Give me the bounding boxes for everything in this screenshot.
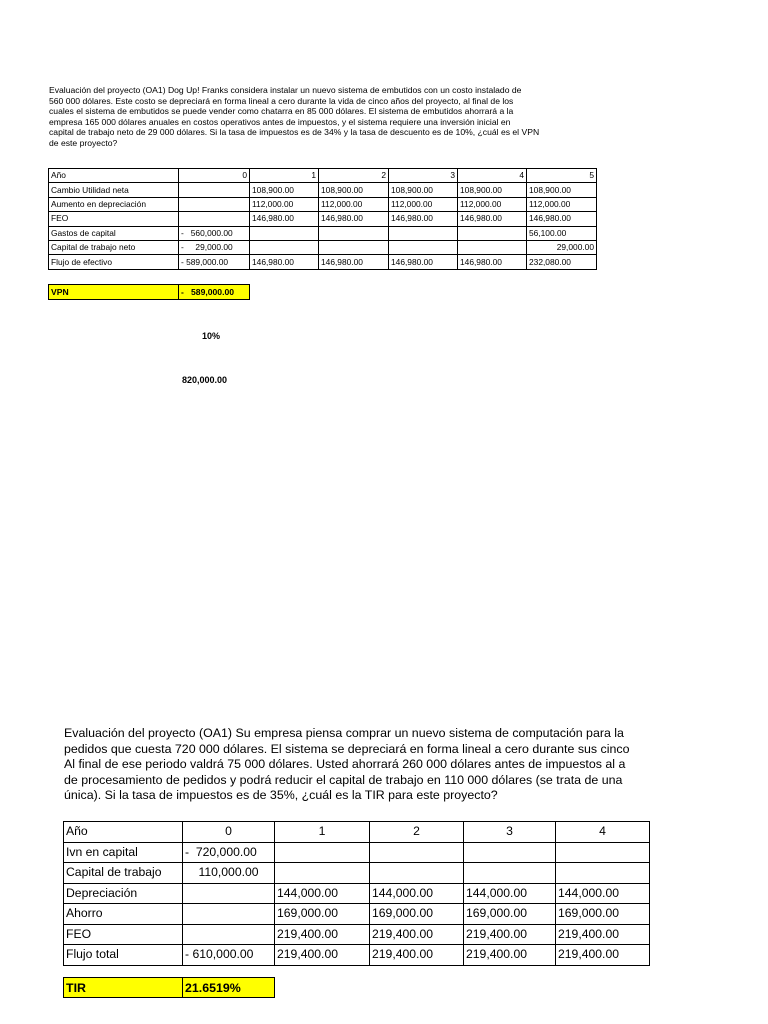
cell (275, 863, 370, 884)
table-header-row (49, 169, 597, 183)
problem1-cashflow-table (48, 168, 597, 270)
cell: - 560,000.00 (179, 226, 250, 240)
cell: 146,980.00 (458, 255, 527, 269)
row-label: FEO (49, 212, 179, 226)
header-cell: 4 (556, 822, 650, 843)
cell: - 720,000.00 (183, 842, 275, 863)
cell: 232,080.00 (527, 255, 597, 269)
row-label: FEO (64, 924, 183, 945)
cell: 146,980.00 (389, 255, 458, 269)
cell (458, 226, 527, 240)
cell (389, 226, 458, 240)
problem2-line: única). Si la tasa de impuestos es de 35%, ¿cuál es la TIR para este proyecto? (64, 788, 498, 803)
cell (179, 212, 250, 226)
cell: 169,000.00 (556, 904, 650, 925)
table-row (64, 945, 650, 966)
cell (556, 863, 650, 884)
cell: 108,900.00 (319, 183, 389, 197)
cell: 219,400.00 (556, 945, 650, 966)
cell: 146,980.00 (319, 212, 389, 226)
cell (183, 924, 275, 945)
cell: 219,400.00 (464, 924, 556, 945)
problem2-line: Al final de ese periodo valdrá 75 000 dólares. Usted ahorrará 260 000 dólares antes de impuestos al a (64, 757, 626, 772)
cell: 219,400.00 (275, 924, 370, 945)
cell (183, 883, 275, 904)
cell: 108,900.00 (458, 183, 527, 197)
cell: 144,000.00 (370, 883, 464, 904)
vpn-value: - 589,000.00 (179, 285, 250, 300)
row-label: Flujo total (64, 945, 183, 966)
cell (179, 197, 250, 211)
cell: - 589,000.00 (179, 255, 250, 269)
header-cell: 4 (458, 169, 527, 183)
header-cell: 2 (319, 169, 389, 183)
cell: 146,980.00 (250, 255, 319, 269)
cell: - 29,000.00 (179, 240, 250, 254)
cell: 112,000.00 (389, 197, 458, 211)
table-row (64, 842, 650, 863)
extra-value: 820,000.00 (182, 375, 228, 385)
header-cell: 0 (179, 169, 250, 183)
cell: 108,900.00 (527, 183, 597, 197)
header-cell: 3 (464, 822, 556, 843)
table-row (64, 863, 650, 884)
cell: 219,400.00 (464, 945, 556, 966)
cell (556, 842, 650, 863)
tir-label: TIR (64, 978, 183, 998)
row-label: Flujo de efectivo (49, 255, 179, 269)
cell (250, 240, 319, 254)
discount-rate: 10% (202, 331, 221, 341)
cell (250, 226, 319, 240)
cell: 110,000.00 (183, 863, 275, 884)
cell: 169,000.00 (370, 904, 464, 925)
cell: 108,900.00 (389, 183, 458, 197)
cell (370, 863, 464, 884)
header-cell: 5 (527, 169, 597, 183)
row-label: Aumento en depreciación (49, 197, 179, 211)
header-cell: 1 (275, 822, 370, 843)
problem1-line: cuales el sistema de embutidos se puede vender como chatarra en 85 000 dólares. El sistema de embutidos ahorrará a la (49, 106, 514, 117)
header-cell: 3 (389, 169, 458, 183)
cell: 112,000.00 (250, 197, 319, 211)
cell: 219,400.00 (275, 945, 370, 966)
cell: - 610,000.00 (183, 945, 275, 966)
vpn-result (48, 284, 250, 300)
cell (464, 842, 556, 863)
header-cell: 1 (250, 169, 319, 183)
cell: 144,000.00 (275, 883, 370, 904)
cell: 219,400.00 (556, 924, 650, 945)
cell: 146,980.00 (458, 212, 527, 226)
cell: 144,000.00 (556, 883, 650, 904)
table-row (64, 924, 650, 945)
cell (275, 842, 370, 863)
header-cell: Año (49, 169, 179, 183)
table-row (49, 212, 597, 226)
cell (319, 226, 389, 240)
cell (183, 904, 275, 925)
cell: 112,000.00 (527, 197, 597, 211)
problem1-statement (49, 85, 589, 149)
cell (179, 183, 250, 197)
problem2-line: de procesamiento de pedidos y podrá reducir el capital de trabajo en 110 000 dólares (se trata de una (64, 772, 623, 787)
row-label: Capital de trabajo (64, 863, 183, 884)
cell: 108,900.00 (250, 183, 319, 197)
problem2-line: pedidos que cuesta 720 000 dólares. El sistema se depreciará en forma lineal a cero durante sus cinco (64, 741, 630, 756)
cell (458, 240, 527, 254)
row-label: Gastos de capital (49, 226, 179, 240)
cell: 112,000.00 (458, 197, 527, 211)
row-label: Cambio Utilidad neta (49, 183, 179, 197)
problem1-line: capital de trabajo neto de 29 000 dólares. Si la tasa de impuestos es de 34% y la tasa de descuento es de 10%, ¿cuál es el VPN (49, 127, 540, 138)
problem2-line: Evaluación del proyecto (OA1) Su empresa piensa comprar un nuevo sistema de computación para la (64, 726, 624, 740)
row-label: Depreciación (64, 883, 183, 904)
row-label: Ahorro (64, 904, 183, 925)
row-label: Ivn en capital (64, 842, 183, 863)
cell (464, 863, 556, 884)
problem1-line: Evaluación del proyecto (OA1) Dog Up! Franks considera instalar un nuevo sistema de embutidos con un costo instalado de (49, 85, 522, 95)
header-cell: 2 (370, 822, 464, 843)
cell: 146,980.00 (250, 212, 319, 226)
problem2-cashflow-table (63, 821, 650, 966)
tir-result (63, 977, 275, 998)
table-row (49, 226, 597, 240)
table-row (49, 183, 597, 197)
table-row (64, 883, 650, 904)
cell: 146,980.00 (527, 212, 597, 226)
problem2-statement (64, 726, 650, 804)
cell: 146,980.00 (319, 255, 389, 269)
cell: 219,400.00 (370, 945, 464, 966)
cell (319, 240, 389, 254)
header-cell: 0 (183, 822, 275, 843)
table-row (64, 904, 650, 925)
vpn-label: VPN (49, 285, 179, 300)
cell: 112,000.00 (319, 197, 389, 211)
row-label: Capital de trabajo neto (49, 240, 179, 254)
cell (370, 842, 464, 863)
cell: 169,000.00 (275, 904, 370, 925)
cell: 56,100.00 (527, 226, 597, 240)
table-header-row (64, 822, 650, 843)
header-cell: Año (64, 822, 183, 843)
table-row (49, 197, 597, 211)
table-row (49, 240, 597, 254)
cell: 29,000.00 (527, 240, 597, 254)
cell: 219,400.00 (370, 924, 464, 945)
cell: 146,980.00 (389, 212, 458, 226)
table-row (49, 255, 597, 269)
problem1-line: empresa 165 000 dólares anuales en costos operativos antes de impuestos, y el sistema requiere una inversión inicial en (49, 116, 511, 127)
cell: 169,000.00 (464, 904, 556, 925)
problem1-line: de este proyecto? (49, 137, 118, 148)
tir-value: 21.6519% (183, 978, 275, 998)
cell (389, 240, 458, 254)
problem1-line: 560 000 dólares. Este costo se depreciará en forma lineal a cero durante la vida de cinco años del proyecto, al final de los (49, 95, 514, 106)
cell: 144,000.00 (464, 883, 556, 904)
